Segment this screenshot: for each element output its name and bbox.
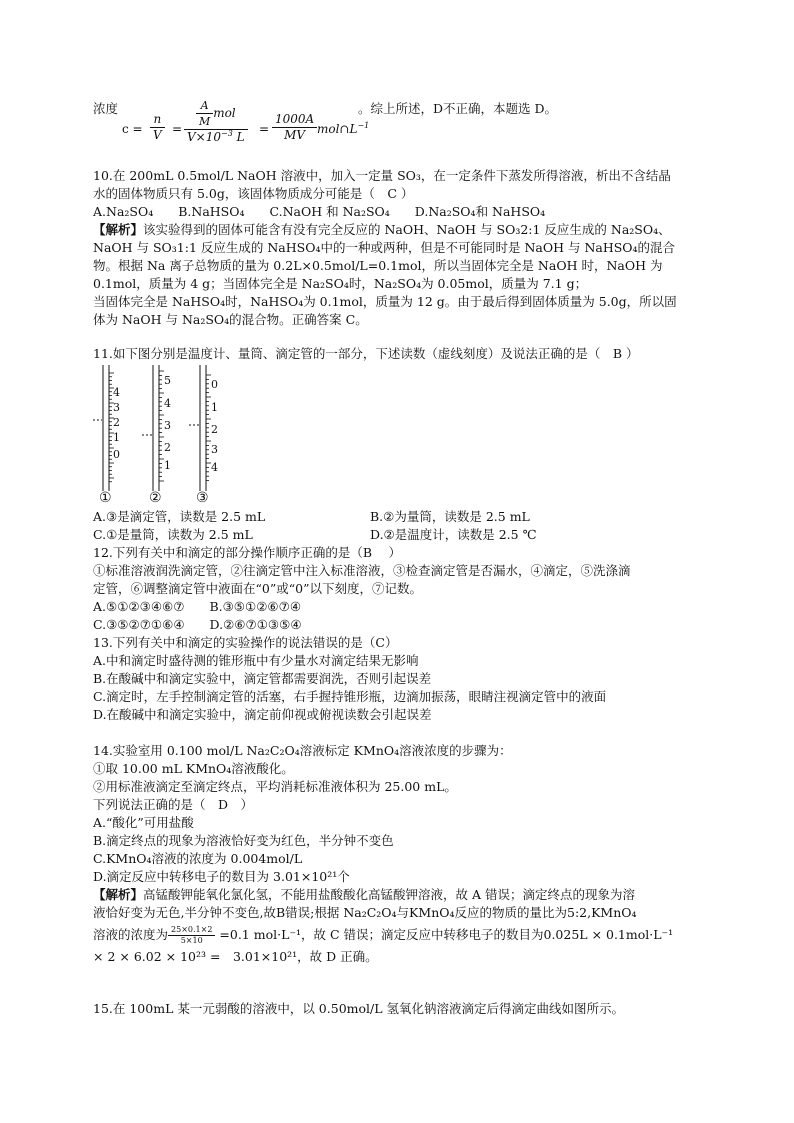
q14-ask: 下列说法正确的是（ D ）	[93, 797, 254, 812]
intro-conclusion: 。综上所述，D不正确，本题选 D。	[358, 101, 558, 116]
q13-option-a: A.中和滴定时盛待测的锥形瓶中有少量水对滴定结果无影响	[93, 653, 419, 668]
question-14	[93, 742, 713, 966]
fig2-tick-label-1: 4	[164, 397, 171, 410]
fig-label-2: ②	[149, 490, 162, 503]
q14-analysis-1: 【解析】高锰酸钾能氧化氯化氢，不能用盐酸酸化高锰酸钾溶液，故 A 错误；滴定终点的现象为溶	[93, 887, 635, 902]
question-13	[93, 634, 713, 724]
fig2-tick-label-2: 3	[164, 419, 171, 432]
q10-options: A.Na₂SO₄ B.NaHSO₄ C.NaOH 和 Na₂SO₄ D.Na₂SO₄和 NaHSO₄	[93, 204, 546, 219]
q13-stem: 13.下列有关中和滴定的实验操作的说法错误的是（C）	[93, 635, 398, 650]
q14-option-a: A.“酸化”可用盐酸	[93, 815, 194, 830]
q14-analysis-2: 液恰好变为无色,半分钟不变色,故B错误;根据 Na₂C₂O₄与KMnO₄反应的物质的量比为5:2,KMnO₄	[93, 905, 637, 920]
fig1-tick-label-4: 0	[113, 448, 120, 461]
fig2-tick-label-4: 1	[164, 459, 171, 472]
fig-label-3: ③	[196, 490, 209, 503]
q12-line-1: ①标准溶液润洗滴定管，②往滴定管中注入标准溶液，③检查滴定管是否漏水，④滴定，⑤洗涤滴	[93, 563, 631, 578]
q11-stem: 11.如下图分别是温度计、量筒、滴定管的一部分，下述读数（虚线刻度）及说法正确的是（ B ）	[93, 346, 639, 361]
q13-option-c: C.滴定时，左手控制滴定管的活塞，右手握持锥形瓶，边滴加振荡，眼睛注视滴定管中的液面	[93, 689, 607, 704]
formula-big-num: $\frac{A}{M}$ mol	[184, 98, 248, 130]
q14-step-2: ②用标准液滴定至滴定终点，平均消耗标准液体积为 25.00 mL。	[93, 779, 457, 794]
formula-n: n	[150, 112, 165, 128]
q11-option-a: A.③是滴定管，读数是 2.5 mL	[93, 509, 266, 524]
question-11	[93, 345, 713, 363]
q10-analysis-6: 体为 NaOH 与 Na₂SO₄的混合物。正确答案 C。	[93, 312, 368, 327]
q12-stem: 12.下列有关中和滴定的部分操作顺序正确的是（B ）	[93, 545, 402, 560]
fig2-tick-label-3: 2	[164, 441, 171, 454]
fig3-tick-label-0: 0	[211, 378, 218, 391]
formula-v: V	[153, 128, 162, 142]
fig2-tick-label-0: 5	[164, 374, 171, 387]
question-15	[93, 1000, 713, 1018]
q14-option-c: C.KMnO₄溶液的浓度为 0.004mol/L	[93, 851, 303, 866]
q13-option-d: D.在酸碱中和滴定实验中，滴定前仰视或俯视读数会引起误差	[93, 707, 432, 722]
fig1-tick-label-0: 4	[113, 386, 120, 399]
fig3-tick-label-2: 2	[211, 423, 218, 436]
q10-analysis-5: 当固体完全是 NaHSO₄时，NaHSO₄为 0.1mol，质量为 12 g。由于最后得到固体质量为 5.0g，所以固	[93, 294, 677, 309]
q12-options-ab: A.⑤①②③④⑥⑦ B.③⑤①②⑥⑦④	[93, 599, 302, 614]
concentration-label: 浓度	[93, 101, 119, 116]
q10-analysis-1: 【解析】该实验得到的固体可能含有没有完全反应的 NaOH、NaOH 与 SO₃2:1 反应生成的 Na₂SO₄、	[93, 222, 671, 237]
q15-stem: 15.在 100mL 某一元弱酸的溶液中，以 0.50mol/L 氢氧化钠溶液滴定后得滴定曲线如图所示。	[93, 1001, 625, 1016]
fig1-tick-label-1: 3	[113, 401, 120, 414]
q11-option-d: D.②是温度计，读数是 2.5 ℃	[370, 527, 537, 542]
formula-n-over-v	[150, 112, 165, 143]
q14-option-d: D.滴定反应中转移电子的数目为 3.01×10²¹个	[93, 869, 350, 884]
q10-stem-2: 水的固体物质只有 5.0g，该固体物质成分可能是（ C ）	[93, 186, 414, 201]
q13-option-b: B.在酸碱中和滴定实验中，滴定管都需要润洗，否则引起误差	[93, 671, 432, 686]
fig1-tick-label-2: 2	[113, 416, 120, 429]
formula-c-eq: c =	[122, 122, 143, 136]
q11-options	[93, 508, 713, 544]
question-12	[93, 544, 713, 634]
formula-unit: $mol\cap L^{-1}$	[317, 121, 370, 136]
question-10	[93, 167, 713, 329]
document-page: 浓度 c = $\frac{n}{V}$ = $\frac{A}{M}$ mol $V\times 10^{-3}$ L = $\frac{1000A}{MV}$ $mol\cap L^{-1}$ 。综上所述，D不正确，本题选 D。 10.在 200mL 0.5mol/L NaOH 溶液中，加入一定量 SO₃，在一定条件下蒸发所得溶液，析出不含结晶 水的固体物质只有 5.0g，该固体物质成分可能是（ C ） A.Na₂SO₄ B.NaHSO₄ C.NaOH 和 Na₂SO₄ D.Na₂SO₄和 NaHSO₄ 【解析】该实验得到的固体可能含有没有完全反应的 NaOH、NaOH 与 SO₃2:1 反应生成的 Na₂SO₄、 NaOH 与 SO₃1:1 反应生成的 NaHSO₄中的一种或两种，但是不可能同时是 NaOH 与 NaHSO₄的混合 物。根据 Na 离子总物质的量为 0.2L×0.5mol/L=0.1mol，所以当固体完全是 NaOH 时，NaOH 为 0.1mol，质量为 4 g；当固体完全是 Na₂SO₄时，Na₂SO₄为 0.05mol，质量为 7.1 g； 当固体完全是 NaHSO₄时，NaHSO₄为 0.1mol，质量为 12 g。由于最后得到固体质量为 5.0g，所以固 体为 NaOH 与 Na₂SO₄的混合物。正确答案 C。 11.如下图分别是温度计、量筒、滴定管的一部分，下述读数（虚线刻度）及说法正确的是（ B ） 4 3 2 1 0 5 4 3 2 1 0 1 2 3 4 ① ② ③ A.③是滴定管，读数是 2.5 mL B.②为量筒，读数是 2.5 mL C.①是量筒，读数为 2.5 mL D.②是温度计，读数是 2.5 ℃ 12.下列有关中和滴定的部分操作顺序正确的是（B ） ①标准溶液润洗滴定管，②往滴定管中注入标准溶液，③检查滴定管是否漏水，④滴定，⑤洗涤滴 定管，⑥调整滴定管中液面在“0”或“0”以下刻度，⑦记数。 A.⑤①②③④⑥⑦ B.③⑤①②⑥⑦④ C.③⑤②⑦①⑥④ D.②⑥⑦①③⑤④ 13.下列有关中和滴定的实验操作的说法错误的是（C） A.中和滴定时盛待测的锥形瓶中有少量水对滴定结果无影响 B.在酸碱中和滴定实验中，滴定管都需要润洗，否则引起误差 C.滴定时，左手控制滴定管的活塞，右手握持锥形瓶，边滴加振荡，眼睛注视滴定管中的液面 D.在酸碱中和滴定实验中，滴定前仰视或俯视读数会引起误差 14.实验室用 0.100 mol/L Na₂C₂O₄溶液标定 KMnO₄溶液浓度的步骤为： ①取 10.00 mL KMnO₄溶液酸化。 ②用标准液滴定至滴定终点，平均消耗标准液体积为 25.00 mL。 下列说法正确的是（ D ） A.“酸化”可用盐酸 B.滴定终点的现象为溶液恰好变为红色，半分钟不变色 C.KMnO₄溶液的浓度为 0.004mol/L D.滴定反应中转移电子的数目为 3.01×10²¹个 【解析】高锰酸钾能氧化氯化氢，不能用盐酸酸化高锰酸钾溶液，故 A 错误；滴定终点的现象为溶 液恰好变为无色,半分钟不变色,故B错误;根据 Na₂C₂O₄与KMnO₄反应的物质的量比为5:2,KMnO₄ 溶液的浓度为 $\frac{25\times 0.1\times 2}{5\times 10}$ =0.1 mol·L⁻¹，故 C 错误；滴定反应中转移电子的数目为0.025L × 0.1mol·L⁻¹ × 2 × 6.02 × 10²³ = 3.01×10²¹，故 D 正确。 15.在 100mL 某一元弱酸的溶液中，以 0.50mol/L 氢氧化钠溶液滴定后得滴定曲线如图所示。	[0, 0, 794, 1123]
formula-1000a-frac: $\frac{1000A}{MV}$	[272, 112, 317, 143]
fig3-tick-label-4: 4	[211, 461, 218, 474]
q11-option-c: C.①是量筒，读数为 2.5 mL	[93, 527, 253, 542]
q14-step-1: ①取 10.00 mL KMnO₄溶液酸化。	[93, 761, 294, 776]
q11-options-row-2	[93, 526, 713, 544]
q14-analysis-3: 溶液的浓度为 $\frac{25\times 0.1\times 2}{5\times 10}$ =0.1 mol·L⁻¹，故 C 错误；滴定反应中转移电子的数目为0.025L × 0.1mol·L⁻¹	[93, 925, 674, 945]
q14-option-b: B.滴定终点的现象为溶液恰好变为红色，半分钟不变色	[93, 833, 394, 848]
q12-options-cd: C.③⑤②⑦①⑥④ D.②⑥⑦①③⑤④	[93, 617, 302, 632]
q12-line-2: 定管，⑥调整滴定管中液面在“0”或“0”以下刻度，⑦记数。	[93, 581, 422, 596]
q11-instrument-figure	[93, 363, 253, 503]
formula-big-den: $V\times 10^{-3}$ L	[187, 129, 245, 144]
q11-options-row-1	[93, 508, 713, 526]
q10-analysis-4: 0.1mol，质量为 4 g；当固体完全是 Na₂SO₄时，Na₂SO₄为 0.05mol，质量为 7.1 g；	[93, 276, 588, 291]
instrument-svg	[93, 363, 253, 503]
q10-stem-1: 10.在 200mL 0.5mol/L NaOH 溶液中，加入一定量 SO₃，在一定条件下蒸发所得溶液，析出不含结晶	[93, 168, 671, 183]
fig-label-1: ①	[99, 490, 112, 503]
q10-analysis-3: 物。根据 Na 离子总物质的量为 0.2L×0.5mol/L=0.1mol，所以当固体完全是 NaOH 时，NaOH 为	[93, 258, 663, 273]
fig3-tick-label-3: 3	[211, 443, 218, 456]
formula-big-frac	[184, 98, 248, 145]
q14-analysis-4: × 2 × 6.02 × 10²³ = 3.01×10²¹，故 D 正确。	[93, 949, 378, 964]
q14-fraction: $\frac{25\times 0.1\times 2}{5\times 10}$	[168, 925, 215, 946]
fig3-tick-label-1: 1	[211, 401, 218, 414]
fig1-tick-label-3: 1	[113, 431, 120, 444]
q14-stem: 14.实验室用 0.100 mol/L Na₂C₂O₄溶液标定 KMnO₄溶液浓度的步骤为：	[93, 743, 512, 758]
q10-analysis-2: NaOH 与 SO₃1:1 反应生成的 NaHSO₄中的一种或两种，但是不可能同时是 NaOH 与 NaHSO₄的混合	[93, 240, 676, 255]
q11-option-b: B.②为量筒，读数是 2.5 mL	[370, 509, 530, 524]
